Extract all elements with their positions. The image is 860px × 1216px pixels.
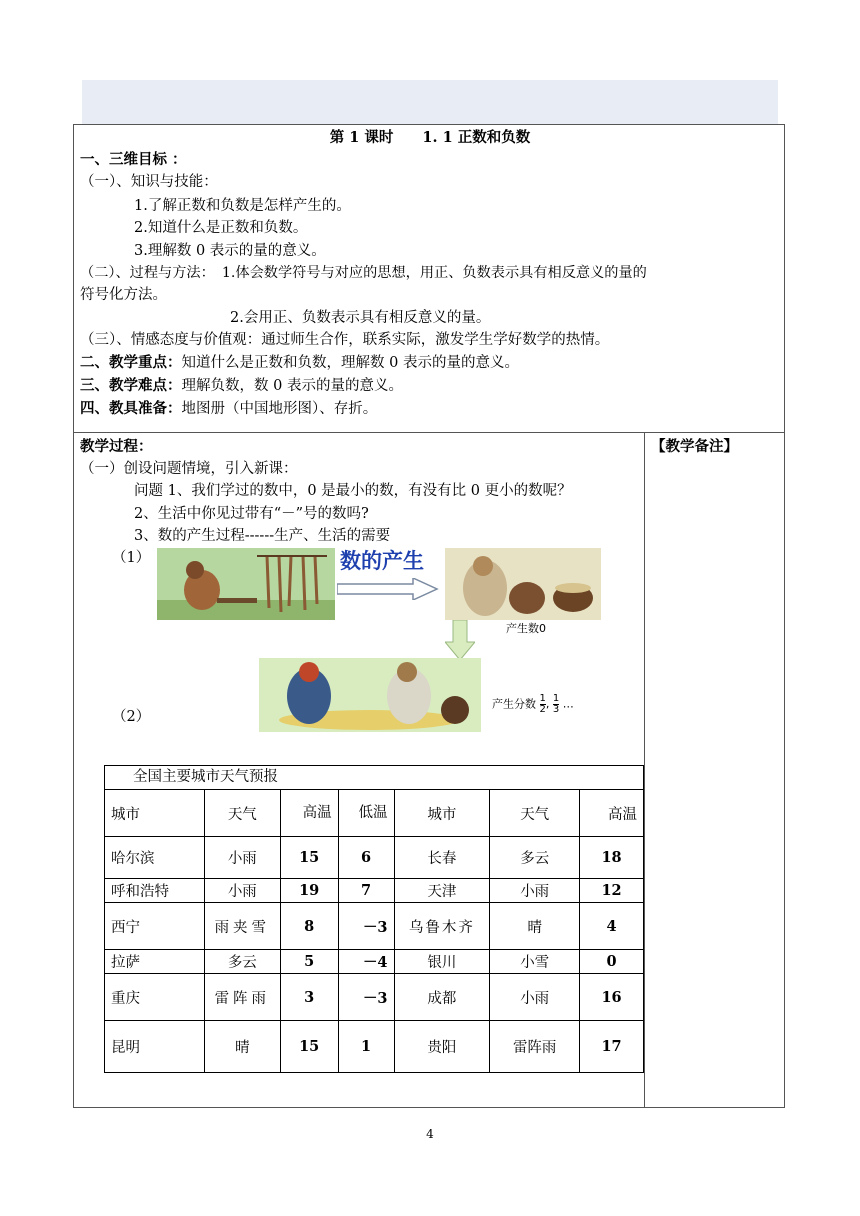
city-cell: 天津	[394, 879, 490, 903]
arrow-right-icon	[337, 578, 439, 600]
table-row	[105, 950, 644, 974]
high-temp-cell: 15	[280, 1021, 338, 1073]
header-cell: 高温	[280, 790, 338, 837]
illustration-trade	[259, 658, 481, 732]
city-cell: 重庆	[105, 974, 205, 1021]
question: 2、生活中你见过带有“－”号的数吗?	[134, 506, 369, 522]
weather-cell: 多云	[204, 950, 280, 974]
city-cell: 长春	[394, 837, 490, 879]
city-cell: 西宁	[105, 903, 205, 950]
objectives-heading: 一、三维目标 ：	[80, 151, 187, 168]
header-cell: 天气	[204, 790, 280, 837]
fraction-denominator: 3	[552, 704, 560, 715]
table-row	[105, 837, 644, 879]
process-methods-line: （二）、过程与方法： 1.体会数学符号与对应的思想，用正、负数表示具有相反意义的量的	[80, 265, 647, 281]
process-methods-item: 2.会用正、负数表示具有相反意义的量。	[230, 310, 491, 326]
page-number: 4	[426, 1127, 434, 1141]
figure-label: （1）	[112, 550, 151, 566]
header-cell: 高温	[580, 790, 644, 837]
section-divider	[73, 432, 785, 433]
high-temp-cell: 5	[280, 950, 338, 974]
knowledge-item: 3.理解数 0 表示的量的意义。	[134, 243, 326, 259]
high-temp-cell: 16	[580, 974, 644, 1021]
image-title: 数的产生	[340, 549, 424, 573]
high-temp-cell: 4	[580, 903, 644, 950]
weather-cell: 晴	[204, 1021, 280, 1073]
high-temp-cell: 15	[280, 837, 338, 879]
caption-fraction: 产生分数 $\frac{1}{2}$ , $\frac{1}{3}$ …	[492, 693, 574, 715]
low-temp-cell: 1	[338, 1021, 394, 1073]
fraction-numerator: 1	[539, 693, 546, 704]
step-heading: （一）创设问题情境，引入新课：	[80, 461, 298, 477]
weather-cell: 雨夹雪	[204, 903, 280, 950]
city-cell: 拉萨	[105, 950, 205, 974]
fraction-denominator: 2	[539, 704, 546, 715]
arrow-down-icon	[445, 620, 475, 660]
table-header-row	[105, 790, 644, 837]
city-cell: 呼和浩特	[105, 879, 205, 903]
illustration-pottery	[445, 548, 601, 620]
weather-cell: 小雨	[490, 974, 580, 1021]
notes-column-divider	[644, 432, 645, 1108]
city-cell: 成都	[394, 974, 490, 1021]
low-temp-cell: 7	[338, 879, 394, 903]
high-temp-cell: 3	[280, 974, 338, 1021]
header-cell: 天气	[490, 790, 580, 837]
figure-label: （2）	[112, 709, 151, 725]
high-temp-cell: 12	[580, 879, 644, 903]
high-temp-cell: 8	[280, 903, 338, 950]
weather-cell: 雷阵雨	[490, 1021, 580, 1073]
teaching-tools: 四、教具准备：地图册（中国地形图）、存折。	[80, 400, 378, 417]
header-cell: 城市	[105, 790, 205, 837]
header-cell: 低温	[338, 790, 394, 837]
question: 3、数的产生过程------生产、生活的需要	[134, 528, 391, 544]
weather-cell: 小雨	[204, 879, 280, 903]
weather-table-title: 全国主要城市天气预报	[104, 765, 644, 789]
notes-heading: 【教学备注】	[651, 438, 738, 455]
table-row	[105, 903, 644, 950]
city-cell: 乌鲁木齐	[394, 903, 490, 950]
knowledge-item: 2.知道什么是正数和负数。	[134, 220, 308, 236]
city-cell: 贵阳	[394, 1021, 490, 1073]
difficulties: 三、教学难点：理解负数，数 0 表示的量的意义。	[80, 377, 403, 394]
weather-cell: 小雨	[490, 879, 580, 903]
question: 问题 1、我们学过的数中，0 是最小的数，有没有比 0 更小的数呢？	[134, 483, 572, 499]
header-cell: 城市	[394, 790, 490, 837]
weather-cell: 小雪	[490, 950, 580, 974]
knowledge-heading: （一）、知识与技能：	[80, 174, 218, 190]
process-methods-line: 符号化方法。	[80, 287, 167, 303]
city-cell: 银川	[394, 950, 490, 974]
weather-table	[104, 789, 644, 1073]
table-row	[105, 879, 644, 903]
lesson-title: 第 1 课时 1. 1 正数和负数	[329, 129, 531, 146]
caption-zero: 产生数0	[506, 622, 546, 635]
header-banner	[82, 80, 778, 124]
illustration-counting	[157, 548, 335, 620]
high-temp-cell: 18	[580, 837, 644, 879]
city-cell: 昆明	[105, 1021, 205, 1073]
low-temp-cell: －3	[338, 903, 394, 950]
weather-cell: 晴	[490, 903, 580, 950]
weather-cell: 雷阵雨	[204, 974, 280, 1021]
key-points: 二、教学重点：知道什么是正数和负数，理解数 0 表示的量的意义。	[80, 354, 519, 371]
high-temp-cell: 0	[580, 950, 644, 974]
emotion-objective: （三）、情感态度与价值观：通过师生合作，联系实际，激发学生学好数学的热情。	[80, 332, 610, 348]
city-cell: 哈尔滨	[105, 837, 205, 879]
low-temp-cell: －3	[338, 974, 394, 1021]
knowledge-item: 1.了解正数和负数是怎样产生的。	[134, 198, 351, 214]
fraction-numerator: 1	[552, 693, 560, 704]
table-row	[105, 974, 644, 1021]
table-row	[105, 1021, 644, 1073]
low-temp-cell: －4	[338, 950, 394, 974]
weather-cell: 小雨	[204, 837, 280, 879]
weather-cell: 多云	[490, 837, 580, 879]
high-temp-cell: 19	[280, 879, 338, 903]
process-heading: 教学过程：	[80, 438, 153, 455]
low-temp-cell: 6	[338, 837, 394, 879]
high-temp-cell: 17	[580, 1021, 644, 1073]
